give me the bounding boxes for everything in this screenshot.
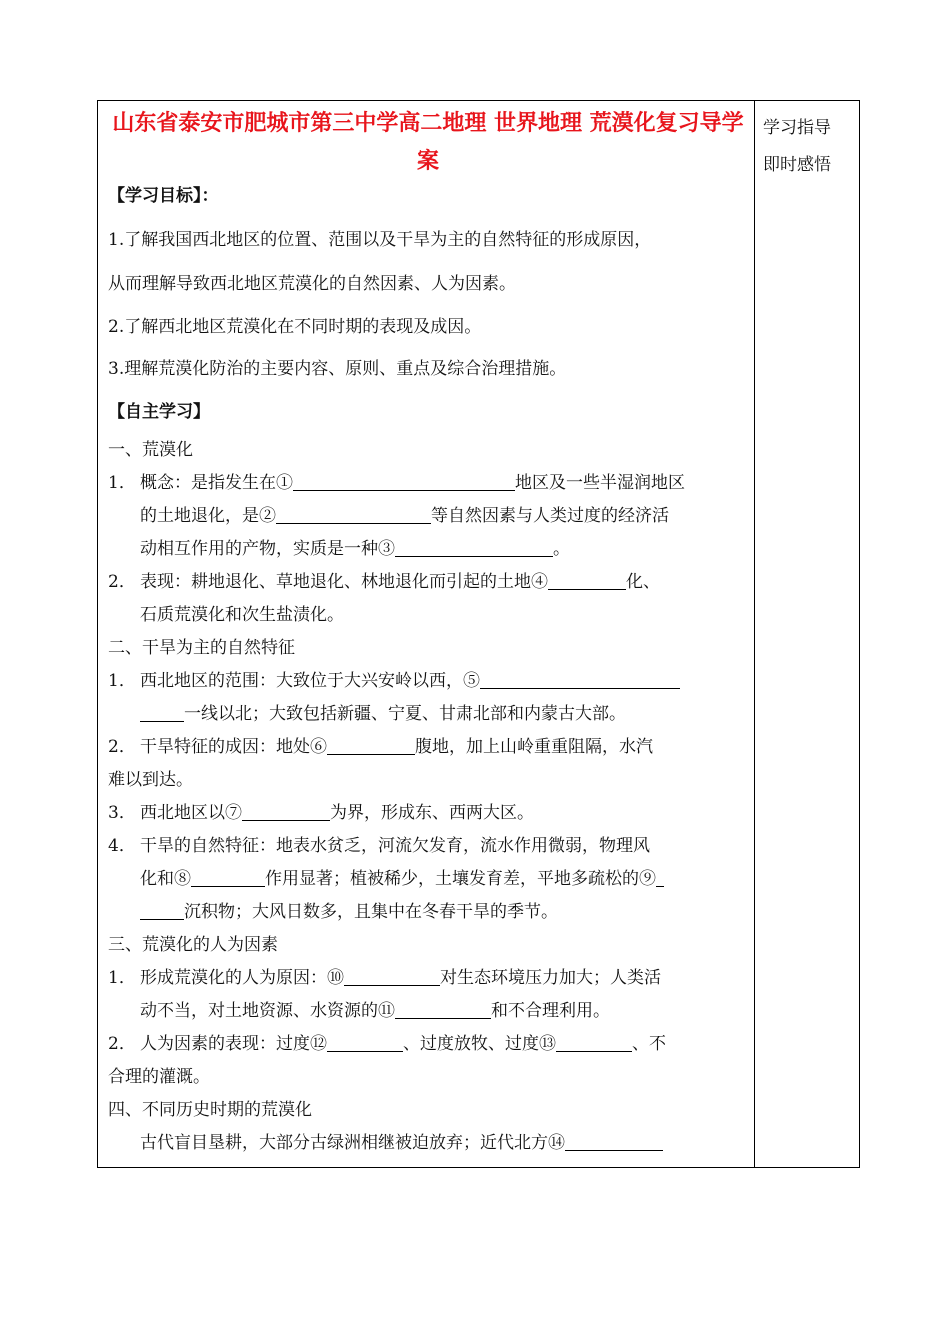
blank-11[interactable] (395, 1000, 491, 1019)
blank-1[interactable] (293, 472, 515, 491)
page-title: 山东省泰安市肥城市第三中学高二地理 世界地理 荒漠化复习导学案 (112, 110, 744, 174)
section-1-title: 一、荒漠化 (108, 440, 193, 460)
objective-1-cont: 从而理解导致西北地区荒漠化的自然因素、人为因素。 (108, 274, 516, 294)
section-2-item-4: 4． 干旱的自然特征：地表水贫乏，河流欠发育，流水作用微弱，物理风 化和⑧ 作用显著；植被稀少，土壤发育差，平地多疏松的⑨ 沉积物；大风日数多，且集中在冬春干旱的季节。 (108, 830, 748, 929)
blank-3[interactable] (395, 538, 553, 557)
section-3-title: 三、荒漠化的人为因素 (108, 935, 278, 955)
objectives-heading: 【学习目标】： (108, 186, 219, 206)
sidebar-column (763, 110, 855, 184)
sidebar-study-guide: 学习指导 (763, 118, 831, 138)
blank-2[interactable] (276, 505, 431, 524)
sidebar-reflection: 即时感悟 (763, 155, 831, 175)
main-column (108, 104, 748, 1160)
section-4-title: 四、不同历史时期的荒漠化 (108, 1100, 312, 1120)
blank-4[interactable] (548, 571, 626, 590)
blank-5b[interactable] (140, 703, 184, 722)
section-1-item-1: 1． 概念：是指发生在① 地区及一些半湿润地区 的土地退化，是② 等自然因素与人类过度的经济活 动相互作用的产物，实质是一种③ 。 (108, 473, 685, 559)
blank-5a[interactable] (480, 670, 680, 689)
blank-8[interactable] (191, 868, 265, 887)
blank-6[interactable] (327, 736, 415, 755)
section-2-item-3: 3． 西北地区以⑦ 为界，形成东、西两大区。 (108, 803, 534, 823)
section-2-title: 二、干旱为主的自然特征 (108, 638, 295, 658)
section-1-item-2: 2． 表现：耕地退化、草地退化、林地退化而引起的土地④ 化、 石质荒漠化和次生盐渍化。 (108, 572, 660, 625)
objective-2: 2.了解西北地区荒漠化在不同时期的表现及成因。 (108, 317, 482, 337)
blank-13[interactable] (556, 1033, 632, 1052)
blank-12[interactable] (327, 1033, 403, 1052)
column-divider (754, 100, 755, 1168)
blank-9b[interactable] (140, 901, 184, 920)
section-4-paragraph: 古代盲目垦耕，大部分古绿洲相继被迫放弃；近代北方⑭ (108, 1127, 748, 1160)
objective-1: 1.了解我国西北地区的位置、范围以及干旱为主的自然特征的形成原因， (108, 230, 652, 250)
section-2-item-1: 1． 西北地区的范围：大致位于大兴安岭以西，⑤ 一线以北；大致包括新疆、宁夏、甘肃北部和内蒙古大部。 (108, 665, 748, 731)
blank-10[interactable] (344, 967, 440, 986)
objective-3: 3.理解荒漠化防治的主要内容、原则、重点及综合治理措施。 (108, 359, 567, 379)
section-3-item-2-cont: 合理的灌溉。 (108, 1067, 210, 1087)
blank-7[interactable] (242, 802, 330, 821)
section-2-item-2-cont: 难以到达。 (108, 770, 193, 790)
self-study-heading: 【自主学习】 (108, 402, 210, 422)
section-3-item-1: 1． 形成荒漠化的人为原因：⑩ 对生态环境压力加大；人类活 动不当，对土地资源、水资源的⑪ 和不合理利用。 (108, 968, 661, 1021)
blank-9a[interactable] (656, 868, 664, 887)
section-3-item-2: 2． 人为因素的表现：过度⑫ 、过度放牧、过度⑬ 、不 (108, 1034, 666, 1054)
section-2-item-2: 2． 干旱特征的成因：地处⑥ 腹地，加上山岭重重阻隔，水汽 (108, 737, 653, 757)
blank-14[interactable] (565, 1132, 663, 1151)
